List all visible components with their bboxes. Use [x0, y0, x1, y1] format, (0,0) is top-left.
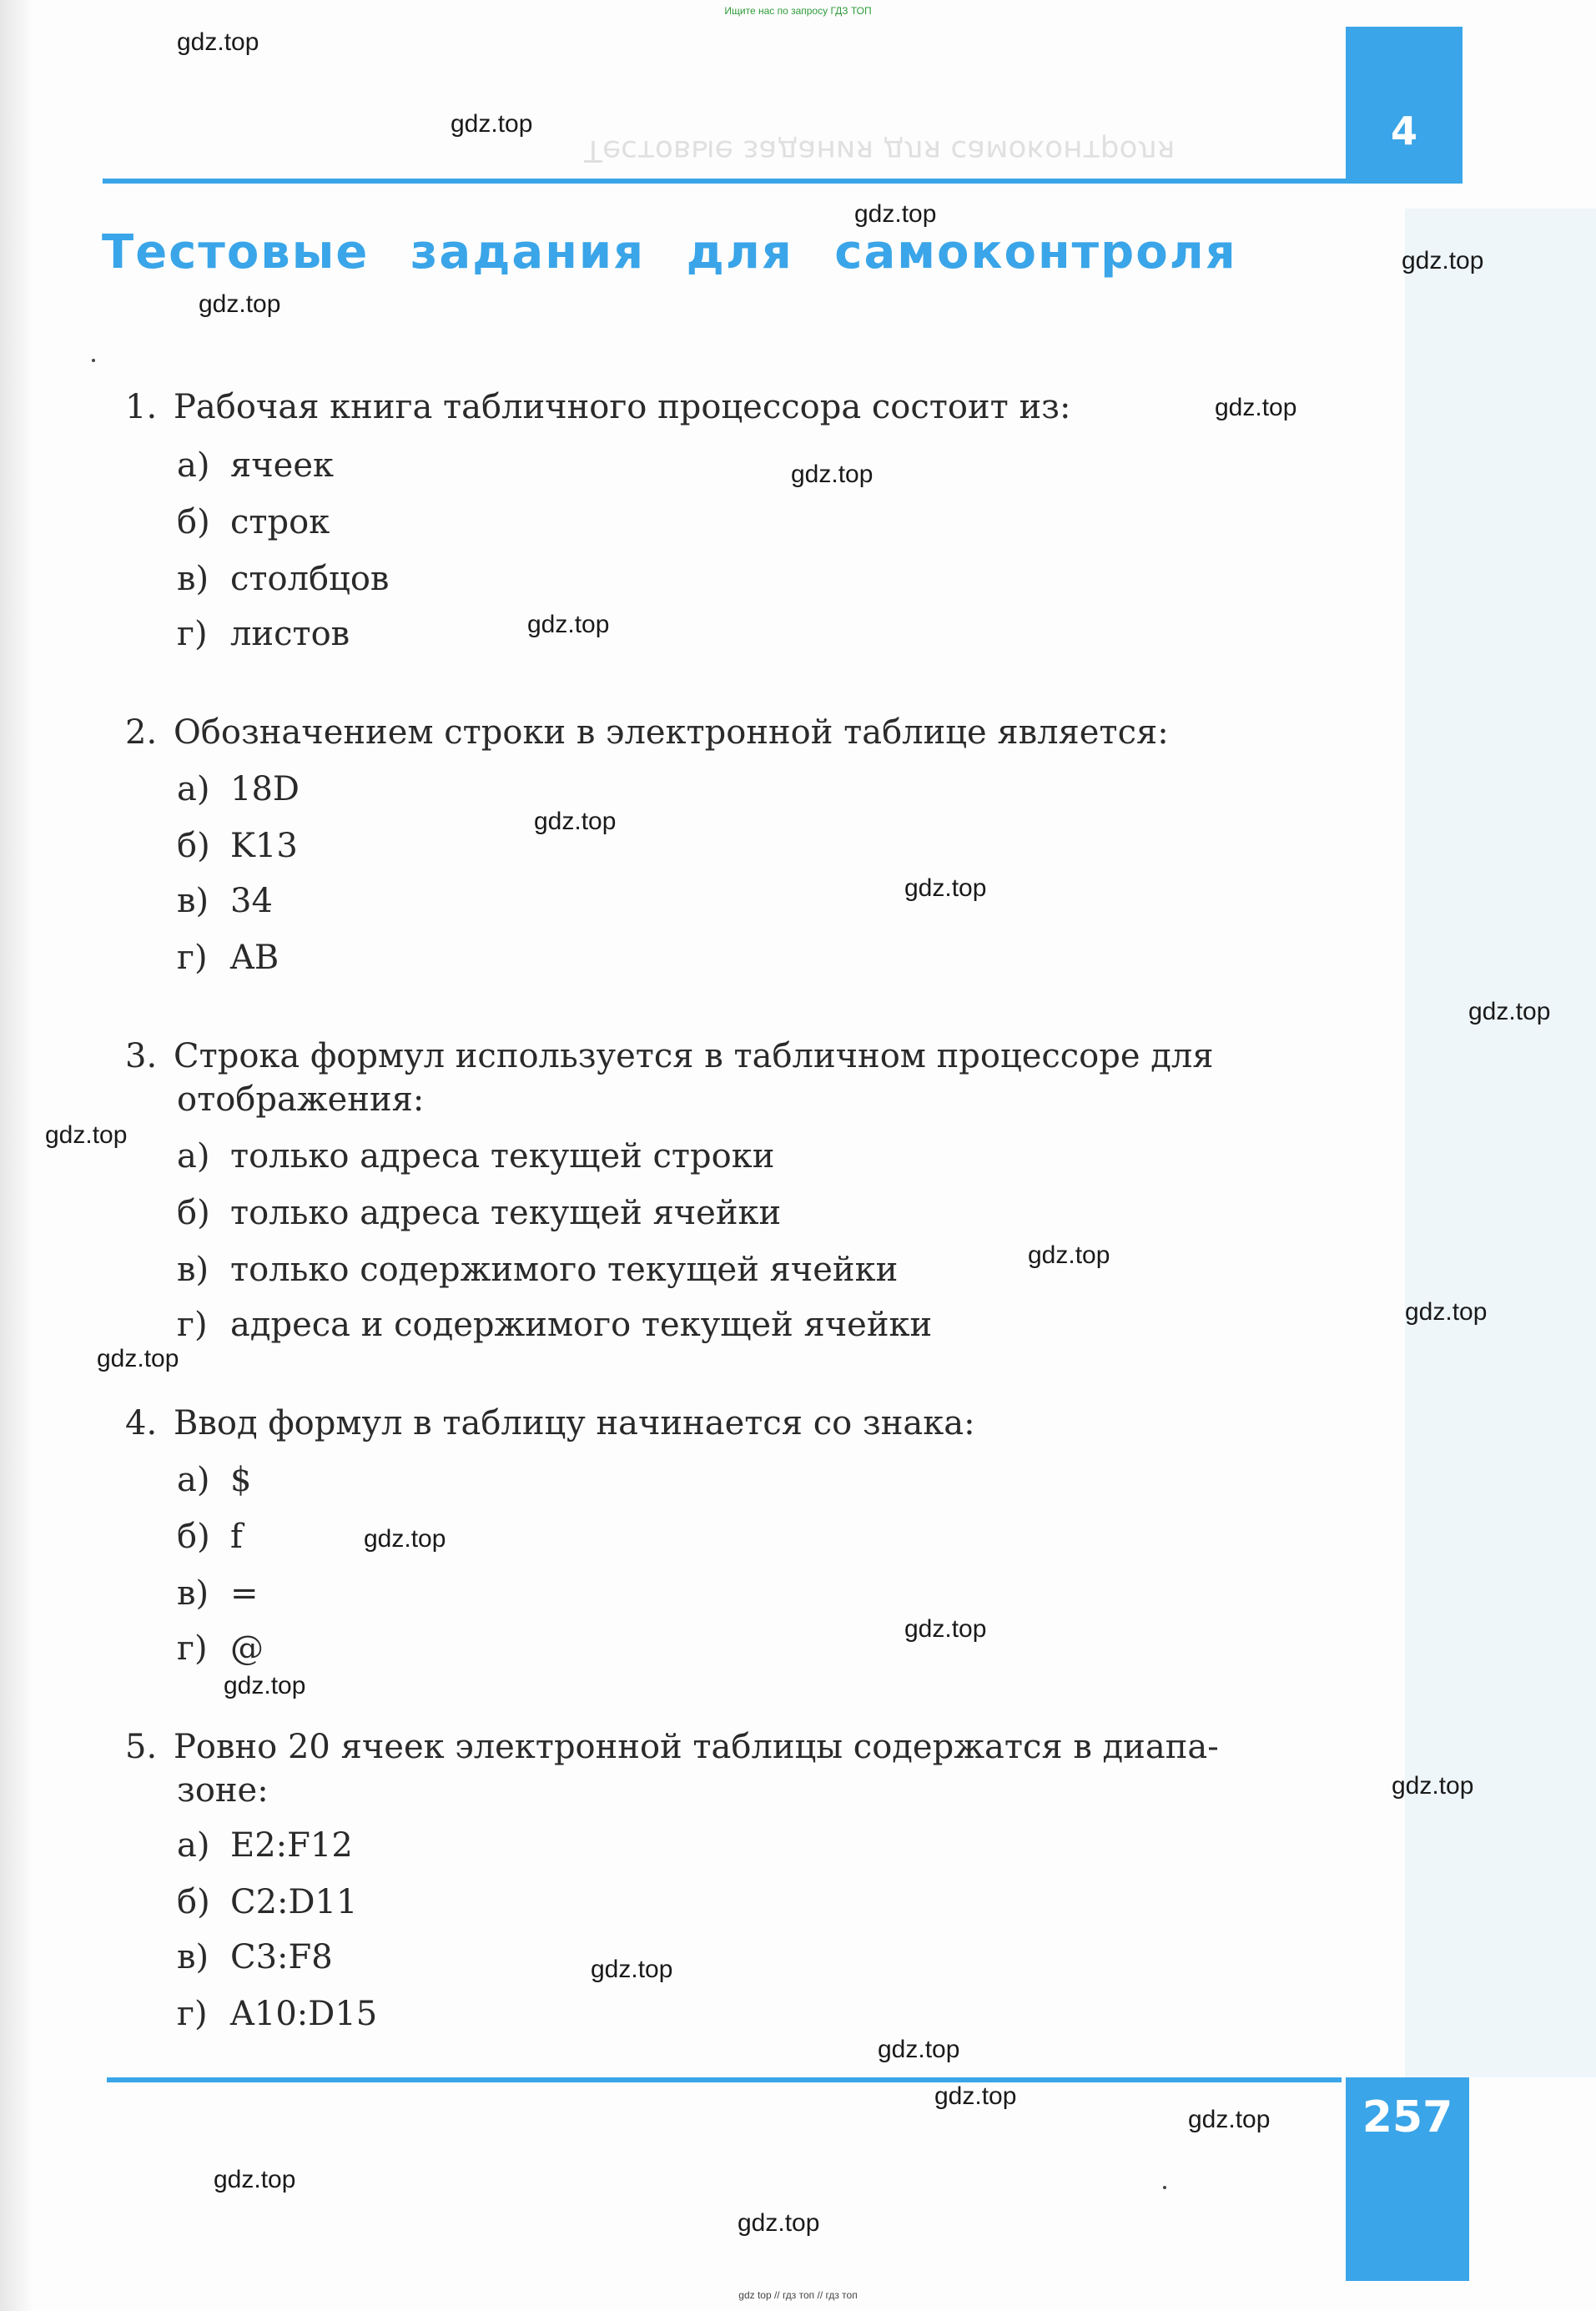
option-letter: б) [177, 1883, 210, 1921]
option-letter: в) [177, 882, 209, 920]
option-text: строк [230, 503, 330, 541]
option-letter: в) [177, 1574, 209, 1613]
watermark: gdz.top [451, 110, 533, 138]
option-3d [177, 1303, 932, 1347]
watermark: gdz.top [1402, 247, 1484, 274]
option-letter: а) [177, 1461, 210, 1499]
option-3b [177, 1191, 781, 1235]
option-letter: в) [177, 1938, 209, 1976]
watermark: gdz.top [527, 611, 610, 638]
speck [92, 359, 95, 362]
watermark: gdz.top [878, 2036, 960, 2063]
question-number: 3. [125, 1037, 158, 1075]
option-letter: а) [177, 770, 210, 808]
option-text: 34 [230, 882, 273, 920]
option-1d [177, 612, 350, 656]
option-2a [177, 768, 300, 811]
question-text-continued: отображения: [177, 1080, 425, 1119]
question-number: 2. [125, 713, 158, 752]
footer-rule [107, 2077, 1342, 2082]
speck [1163, 2186, 1166, 2189]
option-text: C2:D11 [230, 1883, 358, 1921]
watermark: gdz.top [97, 1345, 179, 1372]
question-number: 4. [125, 1404, 158, 1442]
top-note: Ищите нас по запросу ГДЗ ТОП [724, 5, 872, 17]
option-text: только адреса текущей ячейки [230, 1194, 782, 1232]
option-3a [177, 1135, 774, 1178]
question-number: 5. [125, 1728, 158, 1766]
question-text: Ровно 20 ячеек электронной таблицы содержатся в диапа- [174, 1728, 1219, 1766]
option-letter: б) [177, 1518, 210, 1556]
option-letter: г) [177, 1629, 208, 1668]
option-letter: в) [177, 1251, 209, 1289]
watermark: gdz.top [1215, 394, 1297, 421]
option-4c [177, 1572, 259, 1615]
option-text: AB [230, 939, 279, 977]
question-3 [125, 1035, 1360, 1121]
option-2c [177, 879, 273, 923]
option-text: адреса и содержимого текущей ячейки [230, 1306, 933, 1344]
watermark: gdz.top [214, 2166, 296, 2193]
question-5 [125, 1725, 1360, 1812]
question-text-continued: зоне: [177, 1771, 269, 1810]
page-title: Тестовые задания для самоконтроля [102, 225, 1237, 279]
option-text: f [230, 1518, 243, 1556]
option-5c [177, 1936, 333, 1979]
option-3c [177, 1248, 898, 1291]
watermark: gdz.top [224, 1672, 306, 1699]
watermark: gdz.top [364, 1525, 446, 1553]
option-2d [177, 936, 279, 979]
watermark: gdz.top [177, 28, 259, 56]
option-text: K13 [230, 827, 298, 865]
question-number: 1. [125, 388, 158, 426]
question-4 [125, 1402, 1360, 1445]
watermark: gdz.top [904, 1615, 987, 1643]
header-rule [103, 179, 1346, 184]
chapter-tab [1346, 27, 1463, 184]
watermark: gdz.top [854, 200, 937, 228]
chapter-number: 4 [1390, 108, 1417, 154]
option-text: только содержимого текущей ячейки [230, 1251, 899, 1289]
watermark: gdz.top [199, 290, 281, 318]
binding-shadow [0, 0, 33, 2311]
watermark: gdz.top [934, 2082, 1017, 2110]
question-text: Ввод формул в таблицу начинается со знака: [174, 1404, 975, 1442]
watermark: gdz.top [591, 1956, 673, 1983]
option-letter: б) [177, 1194, 210, 1232]
option-5a [177, 1824, 353, 1867]
option-1c [177, 557, 389, 601]
option-letter: в) [177, 560, 209, 598]
watermark: gdz.top [1468, 998, 1551, 1025]
option-2b [177, 824, 298, 868]
option-5d [177, 1992, 377, 2036]
option-letter: а) [177, 446, 210, 485]
option-text: $ [230, 1461, 252, 1499]
question-text: Рабочая книга табличного процессора состоит из: [174, 388, 1071, 426]
option-text: только адреса текущей строки [230, 1137, 775, 1176]
watermark: gdz.top [1028, 1241, 1110, 1269]
watermark: gdz.top [791, 461, 874, 488]
option-letter: б) [177, 827, 210, 865]
question-2 [125, 711, 1360, 754]
option-text: @ [230, 1629, 264, 1668]
option-4d [177, 1627, 264, 1670]
option-letter: г) [177, 1995, 208, 2033]
option-letter: г) [177, 939, 208, 977]
option-text: = [230, 1574, 259, 1613]
option-5b [177, 1881, 358, 1924]
option-4b [177, 1515, 243, 1558]
option-letter: г) [177, 615, 208, 653]
watermark: gdz.top [534, 808, 617, 835]
watermark: gdz.top [45, 1121, 128, 1149]
option-1b [177, 501, 330, 544]
option-text: столбцов [230, 560, 390, 598]
watermark: gdz.top [1392, 1772, 1474, 1800]
option-letter: а) [177, 1137, 210, 1176]
option-text: листов [230, 615, 350, 653]
option-letter: а) [177, 1826, 210, 1865]
option-text: ячеек [230, 446, 335, 485]
question-text: Обозначением строки в электронной таблице является: [174, 713, 1169, 752]
option-text: C3:F8 [230, 1938, 333, 1976]
bleed-through-header: Тестовые задания для самоконтроля [584, 133, 1176, 168]
watermark: gdz.top [1405, 1298, 1488, 1326]
option-letter: г) [177, 1306, 208, 1344]
option-text: 18D [230, 770, 300, 808]
watermark: gdz.top [904, 874, 987, 902]
option-text: E2:F12 [230, 1826, 353, 1865]
option-letter: б) [177, 503, 210, 541]
option-4a [177, 1458, 251, 1502]
page-number: 257 [1362, 2092, 1453, 2142]
bottom-note: gdz top // гдз топ // гдз топ [738, 2289, 858, 2301]
question-text: Строка формул используется в табличном процессоре для [174, 1037, 1214, 1075]
watermark: gdz.top [738, 2209, 820, 2237]
option-1a [177, 444, 334, 487]
option-text: A10:D15 [230, 1995, 378, 2033]
watermark: gdz.top [1188, 2106, 1271, 2133]
question-1 [125, 385, 1360, 429]
